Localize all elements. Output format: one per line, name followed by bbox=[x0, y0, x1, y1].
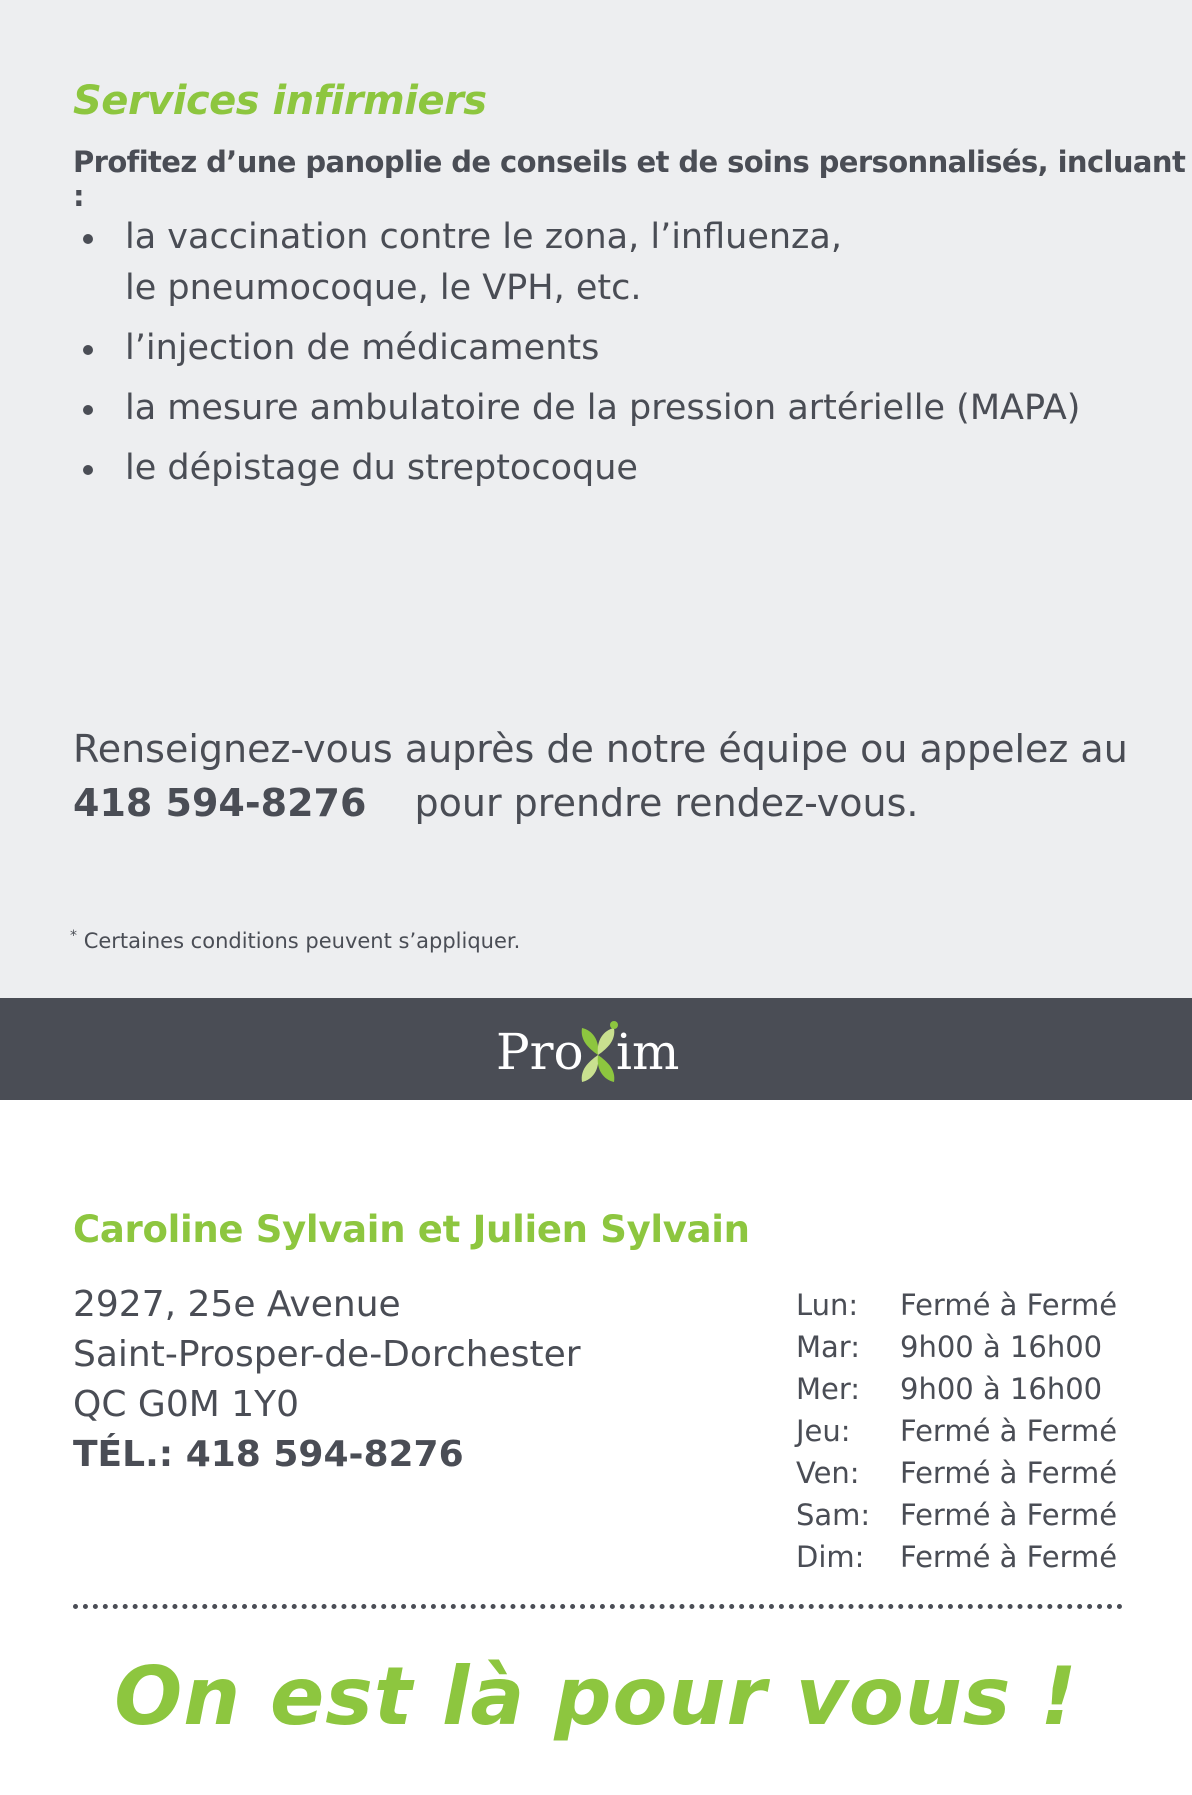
opening-hours bbox=[796, 1284, 1117, 1578]
list-item-text: la mesure ambulatoire de la pression artérielle (MAPA) bbox=[125, 388, 1081, 428]
hours-day: Jeu: bbox=[796, 1414, 851, 1448]
bullet-icon bbox=[83, 345, 93, 355]
hours-row bbox=[796, 1368, 1117, 1410]
cta-text: Renseignez-vous auprès de notre équipe ou appelez au bbox=[73, 727, 1128, 771]
services-title: Services infirmiers bbox=[73, 78, 487, 124]
disclaimer bbox=[70, 928, 520, 953]
hours-day: Mer: bbox=[796, 1372, 861, 1406]
dotted-divider bbox=[73, 1604, 1123, 1609]
call-to-action bbox=[73, 722, 1153, 830]
bullet-icon bbox=[83, 234, 93, 244]
hours-day: Ven: bbox=[796, 1456, 860, 1490]
hours-day: Lun: bbox=[796, 1288, 859, 1322]
hours-row bbox=[796, 1536, 1117, 1578]
disclaimer-mark: * bbox=[70, 928, 77, 944]
hours-time: 9h00 à 16h00 bbox=[900, 1330, 1103, 1364]
hours-day: Sam: bbox=[796, 1498, 871, 1532]
bullet-icon bbox=[83, 405, 93, 415]
address-city: Saint-Prosper-de-Dorchester bbox=[73, 1334, 581, 1375]
list-item bbox=[73, 212, 1133, 314]
hours-time: Fermé à Fermé bbox=[900, 1540, 1118, 1574]
logo-text-end: im bbox=[616, 1023, 680, 1081]
services-intro: Profitez d’une panoplie de conseils et de soins personnalisés, incluant : bbox=[73, 145, 1186, 213]
hours-row bbox=[796, 1452, 1117, 1494]
bullet-icon bbox=[83, 465, 93, 475]
pharmacy-owners: Caroline Sylvain et Julien Sylvain bbox=[73, 1208, 750, 1251]
hours-row bbox=[796, 1284, 1117, 1326]
cta-text-end: pour prendre rendez-vous. bbox=[414, 781, 919, 825]
hours-day: Dim: bbox=[796, 1540, 865, 1574]
proxim-x-leaf-icon bbox=[576, 1018, 620, 1092]
list-item-text: l’injection de médicaments bbox=[125, 328, 600, 368]
hours-day: Mar: bbox=[796, 1330, 860, 1364]
address-street: 2927, 25e Avenue bbox=[73, 1284, 401, 1325]
proxim-logo bbox=[496, 1010, 696, 1090]
list-item-text: la vaccination contre le zona, l’influenza, bbox=[125, 217, 843, 257]
list-item-text: le dépistage du streptocoque bbox=[125, 448, 638, 488]
hours-time: 9h00 à 16h00 bbox=[900, 1372, 1103, 1406]
list-item bbox=[73, 443, 1133, 494]
disclaimer-text: Certaines conditions peuvent s’appliquer. bbox=[83, 929, 521, 953]
list-item bbox=[73, 383, 1133, 434]
hours-time: Fermé à Fermé bbox=[900, 1288, 1118, 1322]
hours-row bbox=[796, 1326, 1117, 1368]
hours-row bbox=[796, 1410, 1117, 1452]
tagline: On est là pour vous ! bbox=[114, 1650, 1078, 1743]
logo-text-start: Pro bbox=[496, 1023, 584, 1081]
pharmacy-address bbox=[73, 1280, 581, 1480]
hours-time: Fermé à Fermé bbox=[900, 1414, 1118, 1448]
hours-row bbox=[796, 1494, 1117, 1536]
cta-phone-link[interactable]: 418 594-8276 bbox=[73, 781, 367, 825]
services-list bbox=[73, 212, 1133, 503]
address-postal: QC G0M 1Y0 bbox=[73, 1384, 300, 1425]
phone-link[interactable]: TÉL.: 418 594-8276 bbox=[73, 1434, 464, 1475]
list-item bbox=[73, 323, 1133, 374]
hours-time: Fermé à Fermé bbox=[900, 1498, 1118, 1532]
hours-time: Fermé à Fermé bbox=[900, 1456, 1118, 1490]
list-item-text: le pneumocoque, le VPH, etc. bbox=[125, 268, 642, 308]
